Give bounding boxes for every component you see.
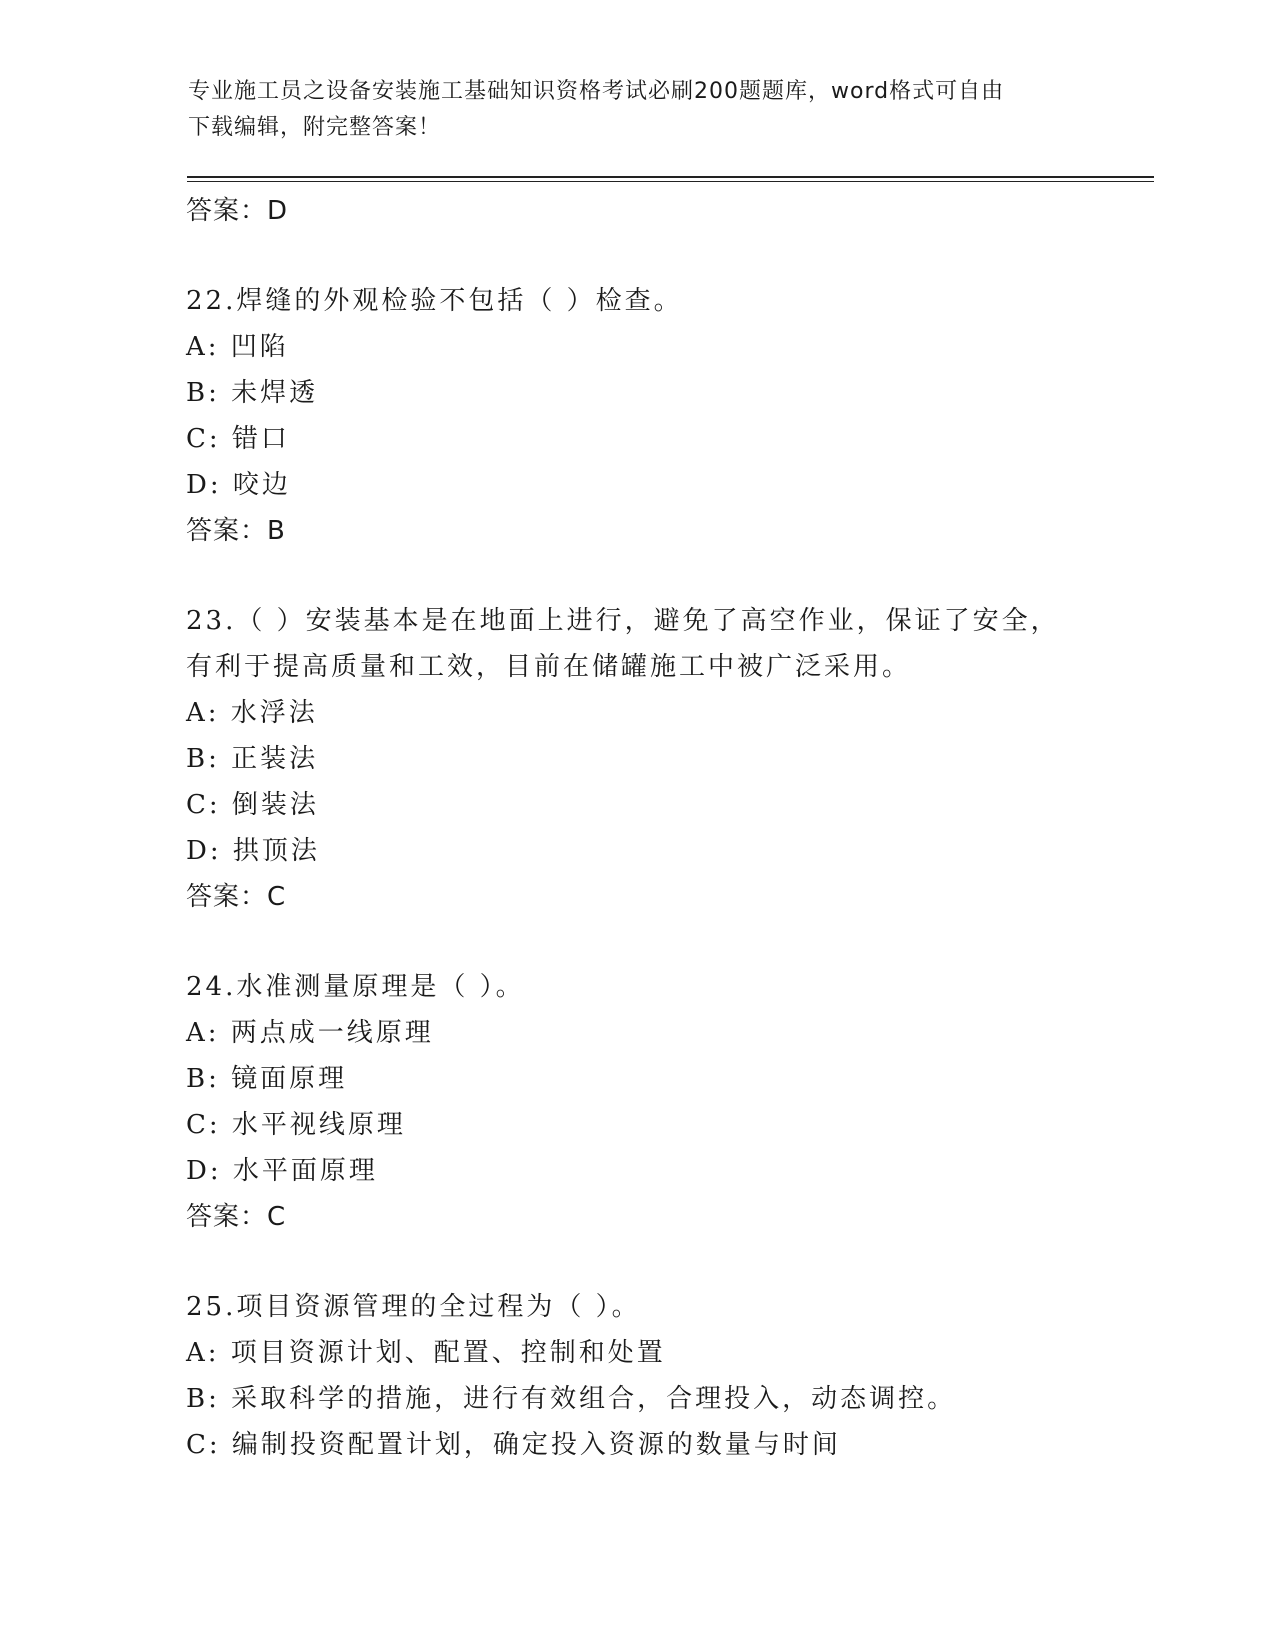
spacer [186,554,1146,598]
question-stem-continued: 有利于提高质量和工效，目前在储罐施工中被广泛采用。 [186,652,912,682]
option-c: C: 编制投资配置计划，确定投入资源的数量与时间 [186,1430,841,1460]
option-d: D: 咬边 [186,470,291,500]
header-line-1: 专业施工员之设备安装施工基础知识资格考试必刷200题题库，word格式可自由 [188,79,1005,104]
option-a: A: 凹陷 [186,332,289,362]
header-line-2: 下载编辑，附完整答案！ [188,115,442,140]
option-b: B: 正装法 [186,744,319,774]
spacer [186,1240,1146,1284]
question-22 [186,278,1146,554]
option-a: A: 项目资源计划、配置、控制和处置 [186,1338,666,1368]
question-stem: 23.（ ）安装基本是在地面上进行，避免了高空作业，保证了安全， [186,606,1060,636]
option-c: C: 水平视线原理 [186,1110,406,1140]
spacer [186,920,1146,964]
option-d: D: 拱顶法 [186,836,320,866]
option-b: B: 采取科学的措施，进行有效组合，合理投入，动态调控。 [186,1384,957,1414]
option-b: B: 镜面原理 [186,1064,348,1094]
question-list [186,188,1146,1468]
header-rule-thin [187,181,1154,182]
option-d: D: 水平面原理 [186,1156,378,1186]
option-a: A: 两点成一线原理 [186,1018,434,1048]
spacer [186,234,1146,278]
question-24 [186,964,1146,1240]
answer: 答案：C [186,882,287,912]
option-a: A: 水浮法 [186,698,318,728]
question-25 [186,1284,1146,1468]
question-stem: 24.水准测量原理是（ ）。 [186,972,525,1002]
option-b: B: 未焊透 [186,378,319,408]
option-c: C: 错口 [186,424,290,454]
question-23 [186,598,1146,920]
answer: 答案：B [186,516,286,546]
document-header [188,74,1068,146]
answer: 答案：C [186,1202,287,1232]
question-stem: 22.焊缝的外观检验不包括（ ）检查。 [186,286,683,316]
question-stem: 25.项目资源管理的全过程为（ ）。 [186,1292,641,1322]
option-c: C: 倒装法 [186,790,319,820]
header-rule-thick [187,176,1154,178]
previous-answer: 答案：D [186,196,289,226]
